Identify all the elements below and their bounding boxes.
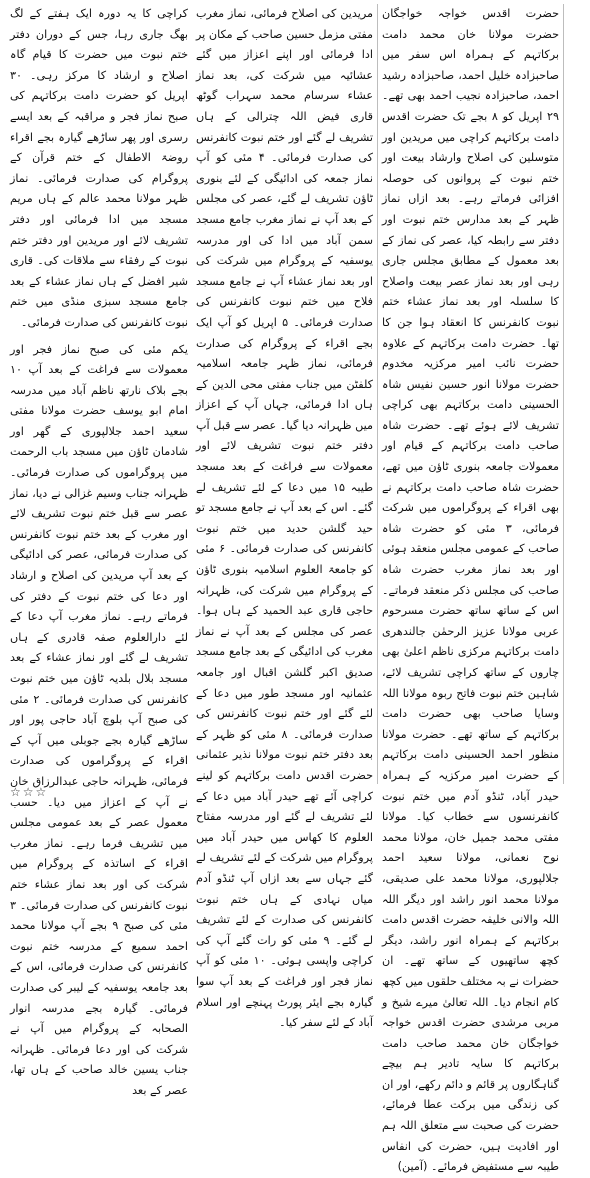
text-column-left <box>378 4 564 1174</box>
paragraph: مریدین کی اصلاح فرمائی، نماز مغرب مفتی مزمل حسین صاحب کے مکان پر ادا فرمائی اور اپنے اعزاز میں گئے عشائیہ میں شرکت کی، بعد نماز عشاء سرسام محمد سہراب گوٹھ قاری فیض اللہ چترالی کے ہاں تشریف لے گئے اور ختم نبوت کانفرنس کی صدارت فرمائی۔ ۴ مئی کو آپ نماز جمعہ کی ادائیگی کے لئے بنوری ٹاؤن تشریف لے گئے، عصر کی مجلس کے بعد آپ نے نماز مغرب جامع مسجد سمن آباد میں ادا کی اور مدرسہ یوسفیہ کے پروگرام میں شرکت کی اور بعد نماز عشاء آپ نے جامع مسجد فلاح میں ختم نبوت کانفرنس کی صدارت فرمائی۔ ۵ اپریل کو آپ ایک بجے اقراء کے پروگرام کی صدارت فرمائی، نماز ظہر جامعہ اسلامیہ کلفٹن میں جناب مفتی محی الدین کے ہاں ادا فرمائی، جہاں آپ کے اعزاز میں ظہرانہ دیا گیا۔ عصر سے قبل آپ دفتر ختم نبوت تشریف لائے اور معمولات سے فراغت کے بعد مسجد طیبہ ۱۵ میں دعا کے لئے تشریف لے گئے۔ اس کے بعد آپ نے جامع مسجد تو حید گلشن حدید میں ختم نبوت کانفرنس کی صدارت فرمائی۔ ۶ مئی کو جامعۃ العلوم اسلامیہ بنوری ٹاؤن کے پروگرام میں شرکت کی، ظہرانہ حاجی قاری عبد الحمید کے ہاں ہوا۔ عصر کی مجلس کے بعد آپ نے نماز مغرب کی ادائیگی کے بعد جامع مسجد صدیق اکبر گلشن اقبال اور جامعہ عثمانیہ اور مسجد طور میں دعا کے لئے گئے اور ختم نبوت کانفرنس کی صدارت فرمائی۔ ۸ مئی کو ظہر کے بعد دفتر ختم نبوت مولانا نذیر عثمانی حضرت اقدس دامت برکاتہم کو لینے کراچی آئے تھے حیدر آباد میں دعا کے لئے تشریف لے گئے اور مدرسہ مفتاح العلوم کا کھاس میں حیدر آباد میں پروگرام میں شرکت کے لئے تشریف لے گئے جہاں سے بعد ازاں آپ ٹنڈو آدم میاں نہادی کے ہاں ختم نبوت کانفرنس کی صدارت کے لئے تشریف لے گئے۔ ۹ مئی کو رات گئے آپ کی کراچی واپسی ہوئی۔ ۱۰ مئی کو آپ نماز فجر اور فراغت کے بعد آپ سوا گیارہ بجے ایئر پورٹ پہنچے اور اسلام آباد کے لئے سفر کیا۔ <box>196 7 374 1030</box>
paragraph: یکم مئی کی صبح نماز فجر اور معمولات سے فراغت کے بعد آپ ۱۰ بجے بلاک نارتھ ناظم آباد میں مدرسہ امام ابو یوسف حضرت مولانا مفتی سعید احمد جلالپوری کے گھر اور شادمان ٹاؤن میں مسجد باب الرحمت میں پروگراموں کی صدارت فرمائی۔ ظہرانہ جناب وسیم غزالی نے دیا، نماز عصر سے قبل ختم نبوت تشریف لائے اور مغرب کے بعد ختم نبوت کانفرنس کی صدارت فرمائی، عصر کی ادائیگی کے بعد آپ مریدین کی اصلاح و ارشاد اور دعا کی ختم نبوت کے دفتر کی فرماتے رہے۔ نماز مغرب آپ دعا کے لئے دارالعلوم صفہ قادری کے ہاں تشریف لے گئے اور نماز عشاء کے بعد مسجد بلال بلدیہ ٹاؤن میں ختم نبوت کانفرنس کی صدارت فرمائی۔ ۲ مئی کی صبح آپ بلوچ آباد حاجی پور اور ساڑھے گیارہ بجے جوبلی میں آپ کے اقراء کے پروگراموں کی صدارت فرمائی، ظہرانہ حاجی عبدالرزاق خان نے آپ کے اعزاز میں دیا۔ حسب معمول عصر کے بعد عمومی مجلس میں تشریف فرما رہے۔ نماز مغرب اقراء کے اساتذہ کے پروگرام میں شرکت کی اور بعد نماز عشاء ختم نبوت کانفرنس کی صدارت فرمائی۔ ۳ مئی کی صبح ۹ بجے آپ مولانا محمد احمد سمیع کے مدرسہ ختم نبوت کانفرنس کی صدارت فرمائی، اس کے بعد جامعہ یوسفیہ کے لیبر کی صدارت فرمائی۔ گیارہ بجے مدرسہ انوار الصحابہ کے پروگرام میں آپ نے شرکت کی اور دعا فرمائی۔ ظہرانہ جناب یسین خالد صاحب کے ہاں تھا، عصر کے بعد <box>10 342 188 1097</box>
text-column-middle <box>192 4 378 1030</box>
end-ornament: ☆☆☆ <box>10 785 49 799</box>
paragraph: حضرت اقدس خواجہ خواجگان حضرت مولانا خان محمد دامت برکاتہم کے ہمراہ اس سفر میں صاحبزادہ خلیل احمد، صاحبزادہ رشید احمد، صاحبزادہ نجیب احمد بھی تھے۔ ۲۹ اپریل کو ۸ بجے تک حضرت اقدس دامت برکاتہم کراچی میں مریدین اور متوسلین کی اصلاح وارشاد بیعت اور ختم نبوت کے پروانوں کی حوصلہ افزائی فرماتے رہے۔ بعد ازاں نماز ظہر کے بعد مدارس ختم نبوت اور دفتر سے رابطہ کیا، عصر کی نماز کے بعد معمول کے مطابق مجلس جاری رہی اور بعد نماز عصر بیعت واصلاح کا سلسلہ اور بعد نماز عشاء ختم نبوت کانفرنس کا انعقاد ہوا جن کا تھا۔ حضرت دامت برکاتہم کے علاوہ حضرت نائب امیر مرکزیہ مخدوم حضرت مولانا انور حسین نفیس شاہ الحسینی دامت برکاتہم بھی کراچی تشریف لائے ہوئے تھے۔ حضرت شاہ صاحب دامت برکاتہم کے قیام اور معمولات جامعہ بنوری ٹاؤن میں تھے، حضرت شاہ صاحب دامت برکاتہم نے بھی اقراء کے پروگراموں میں شرکت فرمائی، ۳ مئی کو حضرت شاہ صاحب کے عمومی مجلس منعقد ہوئی اور بعد نماز مغرب حضرت شاہ صاحب کی مجلس ذکر منعقد فرماتے۔ اس کے ساتھ ساتھ حضرت مسرحوم عربی مولانا عزیز الرحمٰن جالندھری دامت برکاتہم مرکزی ناظم اعلیٰ بھی چاروں کے ساتھ کراچی تشریف لائے، شاہین ختم نبوت فاتح ربوہ مولانا اللہ وسایا صاحب بھی حضرت دامت برکاتہم کے ساتھ تھے۔ حضرت مولانا منظور احمد الحسینی دامت برکاتہم کے حضرت امیر مرکزیہ کے ہمراہ حیدر آباد، ٹنڈو آدم میں ختم نبوت کانفرنسوں سے خطاب کیا۔ مولانا مفتی محمد جمیل خان، مولانا محمد نوح نعمانی، مولانا سعید احمد جلالپوری، مولانا محمد علی صدیقی، مولانا محمد انور راشد اور دیگر اللہ اللہ والانی خلیفہ حضرت اقدس دامت برکاتہم کے ہمراہ انور راشد، دیگر کچھ ساتھیوں کے ساتھ تھے۔ ان حضرات نے بہ مختلف حلقوں میں کچھ کام انجام دیا۔ اللہ تعالیٰ میرے شیخ و مربی مرشدی حضرت اقدس خواجہ خواجگان خان محمد صاحب دامت برکاتہم کا سایہ تادیر ہم بیچے گناہگاروں پر قائم و دائم رکھے، اور ان کی زندگی میں برکت عطا فرمائے، حضرت کی صحبت سے متعلق اللہ ہم اور افادیت ہیں، حضرت کی انفاس طیبہ سے مستفیض فرمائے۔ (آمین) <box>382 7 559 1174</box>
text-column-right <box>6 4 192 1097</box>
paragraph: کراچی کا یہ دورہ ایک ہفتے کے لگ بھگ جاری رہا، جس کے دوران دفتر ختم نبوت میں حضرت کا قیام گاہ اصلاح و ارشاد کا مرکز رہی۔ ۳۰ اپریل کو حضرت دامت برکاتہم کی صبح نماز فجر و مراقبہ کے بعد ایسے رسری اور پھر ساڑھے گیارہ بجے اقراء روضۃ الاطفال کے ختم قرآن کے پروگرام کی صدارت فرمائی۔ نماز ظہر مولانا محمد عالم کے ہاں مریم مسجد میں ادا فرمائی اور دفتر تشریف لائے اور مریدین اور دفتر ختم نبوت کے رفقاء سے ملاقات کی۔ قاری شیر افضل کے ہاں نماز عشاء کے بعد جامع مسجد سبزی منڈی میں ختم نبوت کانفرنس کی صدارت فرمائی۔ <box>10 7 188 329</box>
article-body <box>6 4 584 1174</box>
